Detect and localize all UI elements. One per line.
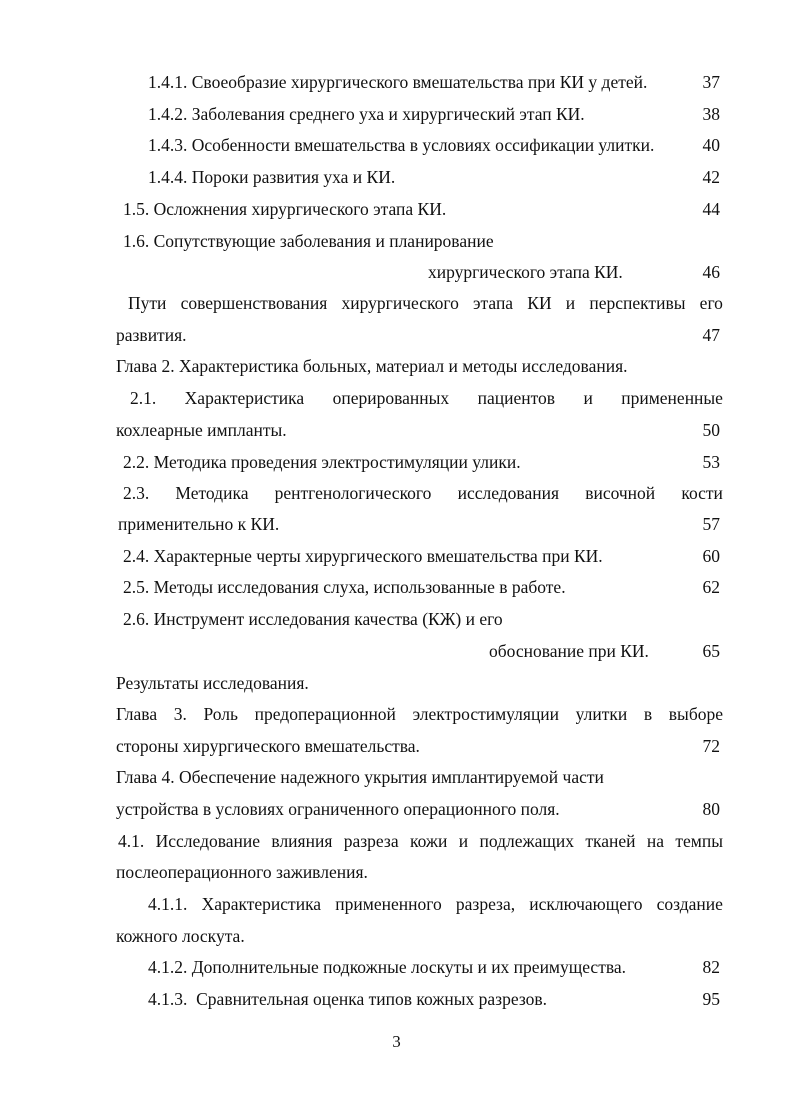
toc-chapter-2: Глава 2. Характеристика больных, материал и методы исследования.: [116, 356, 628, 376]
toc-page-2-3: 57: [702, 514, 720, 534]
toc-word: выборе: [668, 704, 723, 724]
toc-word: кости: [681, 483, 723, 503]
toc-word: Исследование: [155, 831, 261, 851]
toc-entry-perspectives-continued: развития.: [116, 325, 187, 345]
toc-word: Характеристика: [201, 894, 322, 914]
toc-word: подлежащих: [479, 831, 574, 851]
toc-word: примененные: [621, 388, 723, 408]
toc-word: исследования: [457, 483, 560, 503]
toc-word: его: [699, 293, 723, 313]
toc-word: перспективы: [589, 293, 686, 313]
toc-word: рентгенологического: [274, 483, 432, 503]
toc-word: этапа: [473, 293, 514, 313]
toc-page-2-1: 50: [702, 420, 720, 440]
toc-word: исключающего: [529, 894, 643, 914]
toc-entry-4-1-1: [148, 893, 723, 915]
toc-word: хирургического: [341, 293, 459, 313]
toc-word: 3.: [173, 704, 187, 724]
toc-word: 2.1.: [130, 388, 157, 408]
toc-word: 2.3.: [123, 483, 150, 503]
toc-word: 4.1.1.: [148, 894, 188, 914]
toc-word: кожи: [409, 831, 448, 851]
toc-entry-2-6: 2.6. Инструмент исследования качества (КЖ) и его: [123, 609, 503, 629]
toc-word: предоперационной: [254, 704, 396, 724]
toc-entry-1-4-4: 1.4.4. Пороки развития уха и КИ.: [148, 167, 396, 187]
toc-page-4-1-3: 95: [702, 989, 720, 1009]
toc-entry-perspectives: [128, 292, 723, 314]
toc-word: и: [565, 293, 576, 313]
toc-word: примененного: [335, 894, 442, 914]
page-number: 3: [392, 1032, 401, 1051]
toc-word: темпы: [675, 831, 723, 851]
toc-word: в: [643, 704, 653, 724]
toc-page-1-4-3: 40: [702, 135, 720, 155]
toc-entry-2-1: [130, 387, 723, 409]
toc-word: и: [583, 388, 593, 408]
toc-word: оперированных: [332, 388, 450, 408]
toc-word: 4.1.: [118, 831, 145, 851]
toc-word: улитки: [575, 704, 628, 724]
toc-word: височной: [585, 483, 656, 503]
toc-page-chapter-4: 80: [702, 799, 720, 819]
toc-word: Глава: [116, 704, 158, 724]
toc-entry-4-1-3: 4.1.3. Сравнительная оценка типов кожных разрезов.: [148, 989, 548, 1009]
toc-word: электростимуляции: [412, 704, 560, 724]
toc-word: совершенствования: [180, 293, 328, 313]
toc-entry-1-4-2: 1.4.2. Заболевания среднего уха и хирургический этап КИ.: [148, 104, 585, 124]
toc-word: разреза,: [455, 894, 516, 914]
toc-entry-1-6-continued: хирургического этапа КИ.: [428, 262, 623, 282]
toc-word: и: [458, 831, 469, 851]
toc-word: тканей: [585, 831, 636, 851]
toc-page-chapter-3: 72: [702, 736, 720, 756]
toc-page-2-6: 65: [702, 641, 720, 661]
toc-word: пациентов: [477, 388, 556, 408]
toc-word: на: [646, 831, 664, 851]
toc-word: Характеристика: [184, 388, 305, 408]
toc-page-1-4-4: 42: [702, 167, 720, 187]
toc-word: влияния: [271, 831, 333, 851]
toc-page-2-2: 53: [702, 452, 720, 472]
toc-entry-2-6-continued: обоснование при КИ.: [489, 641, 649, 661]
toc-word: Методика: [175, 483, 249, 503]
toc-word: Роль: [203, 704, 239, 724]
toc-entry-4-1-continued: послеоперационного заживления.: [116, 862, 368, 882]
toc-entry-2-3-continued: применительно к КИ.: [118, 514, 280, 534]
toc-entry-2-2: 2.2. Методика проведения электростимуляции улики.: [123, 452, 521, 472]
toc-entry-2-1-continued: кохлеарные импланты.: [116, 420, 287, 440]
toc-entry-2-5: 2.5. Методы исследования слуха, использованные в работе.: [123, 577, 566, 597]
toc-page-1-5: 44: [702, 199, 720, 219]
toc-entry-1-5: 1.5. Осложнения хирургического этапа КИ.: [123, 199, 447, 219]
toc-word: создание: [656, 894, 723, 914]
toc-chapter-4-continued: устройства в условиях ограниченного операционного поля.: [116, 799, 560, 819]
toc-entry-4-1-2: 4.1.2. Дополнительные подкожные лоскуты и их преимущества.: [148, 957, 627, 977]
toc-entry-4-1-1-continued: кожного лоскута.: [116, 926, 245, 946]
toc-chapter-3-continued: стороны хирургического вмешательства.: [116, 736, 420, 756]
toc-entry-4-1: [118, 830, 723, 852]
toc-page-4-1-2: 82: [702, 957, 720, 977]
toc-page-perspectives: 47: [702, 325, 720, 345]
toc-entry-1-4-3: 1.4.3. Особенности вмешательства в условиях оссификации улитки.: [148, 135, 655, 155]
toc-page-1-4-2: 38: [702, 104, 720, 124]
toc-entry-2-4: 2.4. Характерные черты хирургического вмешательства при КИ.: [123, 546, 603, 566]
toc-page-2-5: 62: [702, 577, 720, 597]
toc-page-1-6: 46: [702, 262, 720, 282]
toc-page-1-4-1: 37: [702, 72, 720, 92]
toc-page-2-4: 60: [702, 546, 720, 566]
toc-word: Пути: [128, 293, 167, 313]
toc-chapter-3: [116, 703, 723, 725]
toc-entry-1-4-1: 1.4.1. Своеобразие хирургического вмешательства при КИ у детей.: [148, 72, 648, 92]
toc-chapter-4: Глава 4. Обеспечение надежного укрытия имплантируемой части: [116, 767, 604, 787]
toc-word: КИ: [527, 293, 552, 313]
toc-entry-1-6: 1.6. Сопутствующие заболевания и планирование: [123, 231, 494, 251]
toc-results: Результаты исследования.: [116, 673, 309, 693]
toc-entry-2-3: [123, 482, 723, 504]
toc-word: разреза: [343, 831, 399, 851]
